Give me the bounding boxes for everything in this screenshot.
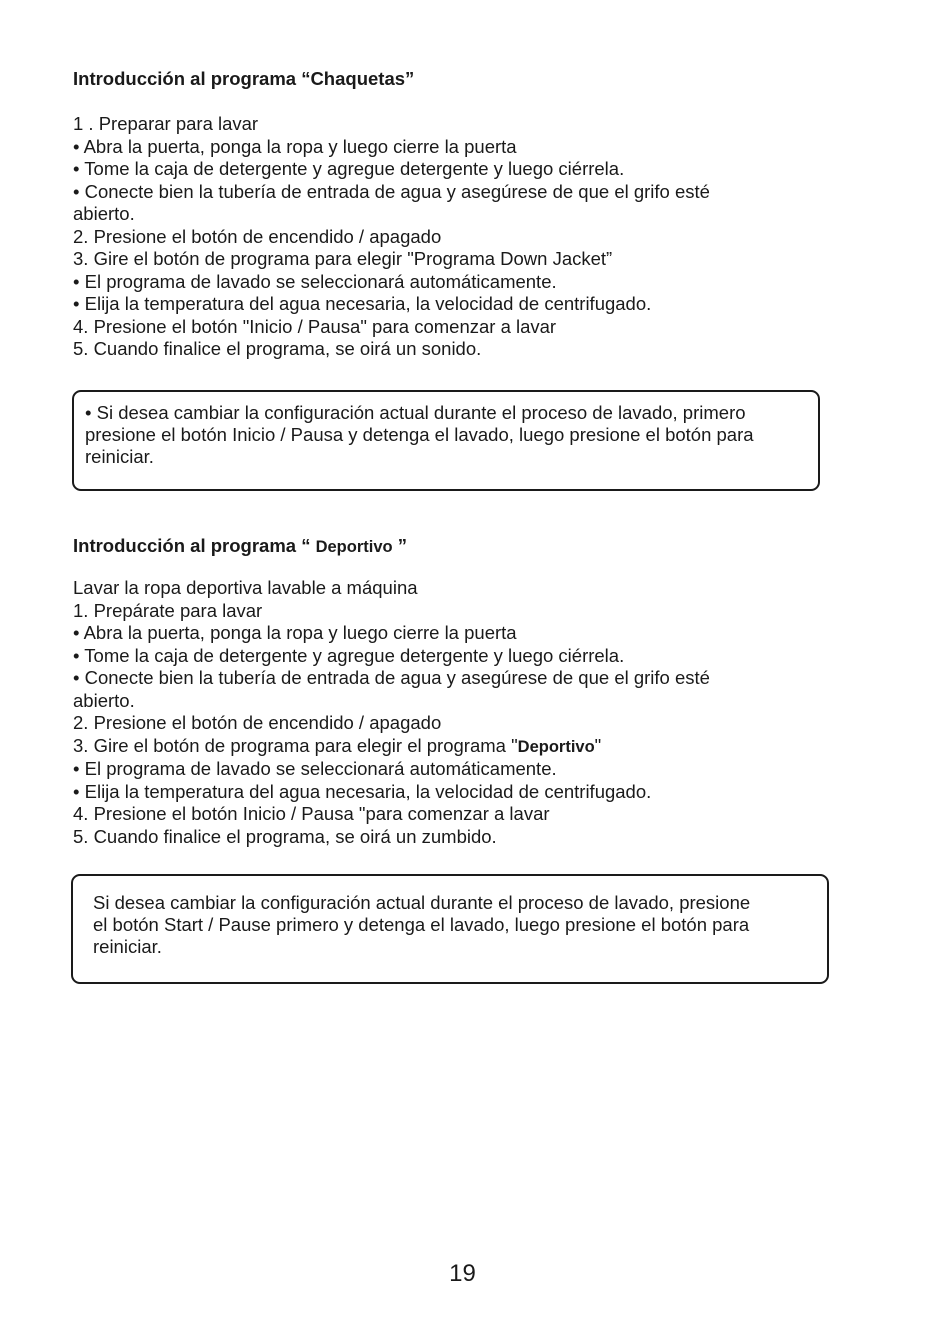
note-line: Si desea cambiar la configuración actual durante el proceso de lavado, presione <box>93 892 751 913</box>
heading-prefix: Introducción al programa “ <box>73 535 316 556</box>
instruction-line: • El programa de lavado se seleccionará automáticamente. <box>73 758 557 779</box>
instructions-chaquetas <box>73 113 833 361</box>
instruction-line: • Elija la temperatura del agua necesaria, la velocidad de centrifugado. <box>73 780 652 802</box>
step3-prefix: 3. Gire el botón de programa para elegir el programa " <box>73 734 518 756</box>
instruction-line: 4. Presione el botón "Inicio / Pausa" para comenzar a lavar <box>73 315 557 337</box>
section-heading-chaquetas: Introducción al programa “Chaquetas” <box>73 68 415 89</box>
instruction-line: • Tome la caja de detergente y agregue detergente y luego ciérrela. <box>73 158 625 179</box>
instruction-line: abierto. <box>73 203 135 224</box>
instruction-line: 4. Presione el botón Inicio / Pausa "para comenzar a lavar <box>73 803 550 824</box>
instruction-line: 1 . Preparar para lavar <box>73 113 259 134</box>
instruction-line: • Tome la caja de detergente y agregue detergente y luego ciérrela. <box>73 644 625 666</box>
step3-program-name: Deportivo <box>517 737 595 756</box>
note-box-chaquetas <box>72 390 820 491</box>
instruction-line: abierto. <box>73 689 135 711</box>
note-line: • Si desea cambiar la configuración actual durante el proceso de lavado, primero <box>85 402 746 423</box>
instruction-line: • Abra la puerta, ponga la ropa y luego cierre la puerta <box>73 622 517 643</box>
instruction-line: • Abra la puerta, ponga la ropa y luego cierre la puerta <box>73 135 517 157</box>
instruction-line: 1. Prepárate para lavar <box>73 599 263 621</box>
section-heading-deportivo <box>73 534 833 559</box>
instruction-line: • Conecte bien la tubería de entrada de agua y asegúrese de que el grifo esté <box>73 180 710 202</box>
note-box-deportivo <box>71 874 829 984</box>
instruction-line: • Elija la temperatura del agua necesaria, la velocidad de centrifugado. <box>73 293 652 314</box>
instruction-line: 2. Presione el botón de encendido / apagado <box>73 712 442 733</box>
instruction-line: 5. Cuando finalice el programa, se oirá un sonido. <box>73 338 482 359</box>
instruction-line: 3. Gire el botón de programa para elegir "Programa Down Jacket” <box>73 248 613 269</box>
instruction-line: • El programa de lavado se seleccionará automáticamente. <box>73 270 557 292</box>
heading-suffix: ” <box>392 535 407 556</box>
instruction-line: 5. Cuando finalice el programa, se oirá un zumbido. <box>73 825 497 847</box>
section-chaquetas <box>73 67 833 91</box>
instruction-line: • Conecte bien la tubería de entrada de agua y asegúrese de que el grifo esté <box>73 667 710 688</box>
note-line: reiniciar. <box>93 936 162 957</box>
instructions-deportivo <box>73 577 833 848</box>
note-line: presione el botón Inicio / Pausa y detenga el lavado, luego presione el botón para <box>85 424 754 445</box>
note-line: el botón Start / Pause primero y detenga el lavado, luego presione el botón para <box>93 914 750 935</box>
instruction-line: Lavar la ropa deportiva lavable a máquina <box>73 577 418 598</box>
heading-program-name: Deportivo <box>315 538 393 556</box>
section-deportivo <box>73 534 833 559</box>
instruction-line-step3 <box>73 735 833 759</box>
instruction-line: 2. Presione el botón de encendido / apagado <box>73 225 442 247</box>
page-number: 19 <box>449 1260 476 1287</box>
note-line: reiniciar. <box>85 446 154 467</box>
step3-suffix: " <box>594 734 602 756</box>
